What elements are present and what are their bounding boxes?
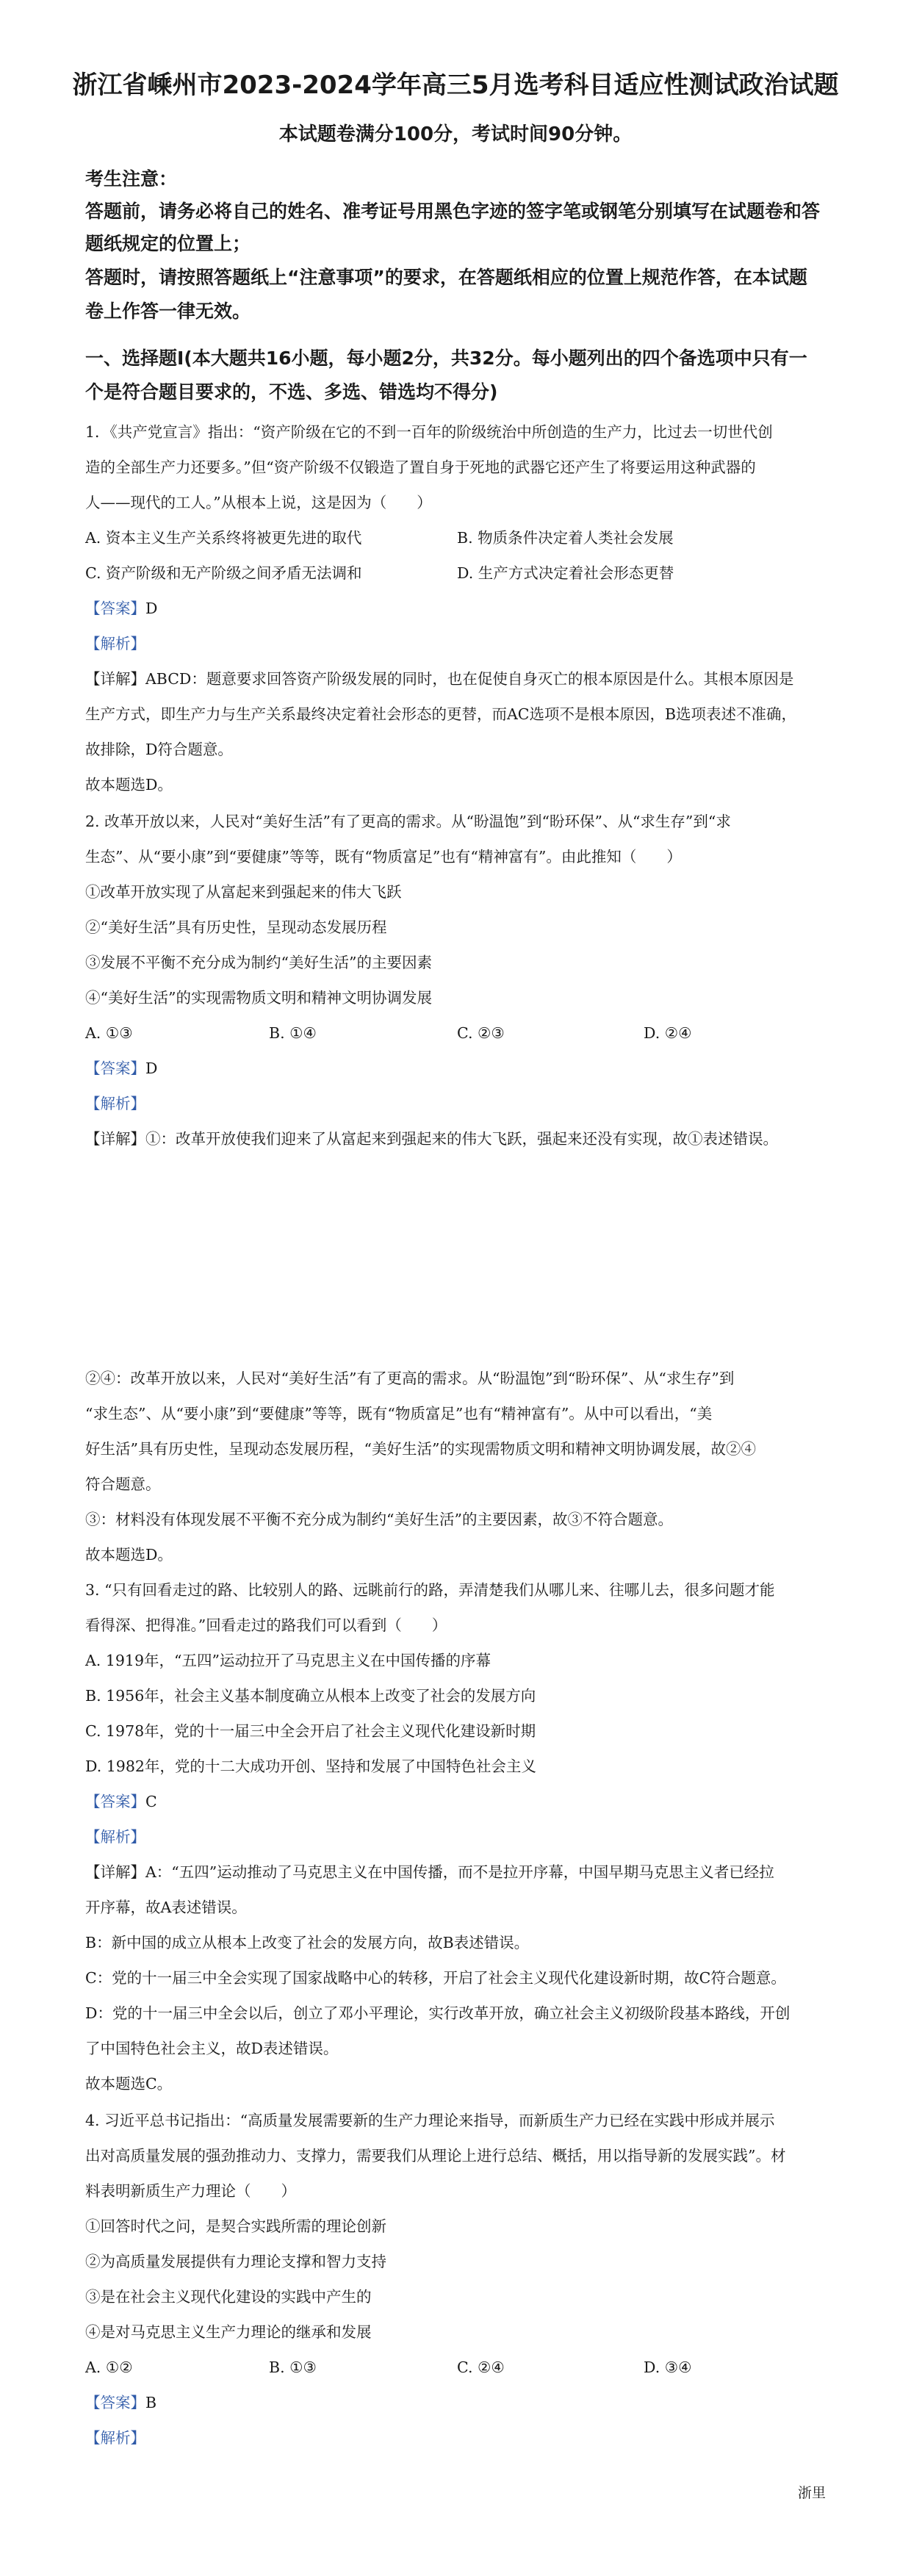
q1-conclusion: 故本题选D。 [85, 776, 173, 794]
notice-line: 卷上作答一律无效。 [85, 301, 251, 322]
q2-item: ②“美好生活”具有历史性，呈现动态发展历程 [85, 918, 387, 936]
q1-stem: 1．《共产党宣言》指出：“资产阶级在它的不到一百年的阶级统治中所创造的生产力，比过去一切世代创 [85, 423, 773, 441]
q4-item: ②为高质量发展提供有力理论支撑和智力支持 [85, 2253, 386, 2270]
answer-tag: 【答案】 [85, 1793, 145, 1810]
q2-item: ④“美好生活”的实现需物质文明和精神文明协调发展 [85, 989, 432, 1007]
notice-line: 答题前，请务必将自己的姓名、准考证号用黑色字迹的签字笔或钢笔分别填写在试题卷和答 [85, 201, 821, 222]
q4-analysis-tag: 【解析】 [85, 2429, 145, 2447]
q2-detail: “求生态”、从“要小康”到“要健康”等等，既有“物质富足”也有“精神富有”。从中可以看出，“美 [85, 1405, 713, 1422]
q3-detail: B：新中国的成立从根本上改变了社会的发展方向，故B表述错误。 [85, 1934, 530, 1951]
q2-stem: 2. 改革开放以来，人民对“美好生活”有了更高的需求。从“盼温饱”到“盼环保”、从“求生存”到“求 [85, 813, 731, 830]
q2-option-b: B. ①④ [269, 1024, 317, 1042]
section-heading: 一、选择题Ⅰ(本大题共16小题，每小题2分，共32分。每小题列出的四个备选项中只有一 [85, 348, 807, 369]
q2-analysis-tag: 【解析】 [85, 1095, 145, 1112]
q2-detail: ③：材料没有体现发展不平衡不充分成为制约“美好生活”的主要因素，故③不符合题意。 [85, 1511, 673, 1528]
q2-detail: ②④：改革开放以来，人民对“美好生活”有了更高的需求。从“盼温饱”到“盼环保”、从“求生存”到 [85, 1370, 735, 1387]
q2-item: ③发展不平衡不充分成为制约“美好生活”的主要因素 [85, 954, 432, 971]
q4-option-c: C. ②④ [457, 2359, 505, 2376]
q1-option-d: D. 生产方式决定着社会形态更替 [457, 564, 674, 582]
q2-detail: 好生活”具有历史性，呈现动态发展历程，“美好生活”的实现需物质文明和精神文明协调发展，故②④ [85, 1440, 756, 1458]
q2-item: ①改革开放实现了从富起来到强起来的伟大飞跃 [85, 883, 402, 901]
q2-conclusion: 故本题选D。 [85, 1546, 173, 1564]
q2-detail: 符合题意。 [85, 1475, 161, 1493]
q3-option-b: B. 1956年，社会主义基本制度确立从根本上改变了社会的发展方向 [85, 1687, 536, 1705]
q2-option-a: A. ①③ [85, 1024, 133, 1042]
notice-heading: 考生注意： [85, 168, 178, 190]
q1-stem: 人——现代的工人。”从根本上说，这是因为（ ） [85, 494, 432, 511]
q2-stem: 生态”、从“要小康”到“要健康”等等，既有“物质富足”也有“精神富有”。由此推知（ ） [85, 848, 682, 866]
q4-stem: 4. 习近平总书记指出：“高质量发展需要新的生产力理论来指导，而新质生产力已经在实践中形成并展示 [85, 2112, 775, 2129]
q2-answer-line [85, 1058, 157, 1079]
notice-line: 题纸规定的位置上； [85, 233, 251, 254]
document-subtitle: 本试题卷满分100分，考试时间90分钟。 [278, 123, 633, 145]
q1-stem: 造的全部生产力还要多。”但“资产阶级不仅锻造了置自身于死地的武器它还产生了将要运用这种武器的 [85, 458, 756, 476]
q4-option-d: D. ③④ [644, 2359, 692, 2376]
q3-detail: C：党的十一届三中全会实现了国家战略中心的转移，开启了社会主义现代化建设新时期，故C符合题意。 [85, 1969, 786, 1987]
q1-analysis-tag: 【解析】 [85, 635, 145, 652]
page-footer: 浙里 [797, 2485, 826, 2501]
q3-option-a: A. 1919年，“五四”运动拉开了马克思主义在中国传播的序幕 [85, 1652, 491, 1669]
q1-option-b: B. 物质条件决定着人类社会发展 [457, 529, 674, 547]
answer-tag: 【答案】 [85, 1059, 145, 1077]
q3-detail: D：党的十一届三中全会以后，创立了邓小平理论，实行改革开放，确立社会主义初级阶段基本路线，开创 [85, 2004, 791, 2022]
q3-option-d: D. 1982年，党的十二大成功开创、坚持和发展了中国特色社会主义 [85, 1757, 536, 1775]
q2-detail: 【详解】①：改革开放使我们迎来了从富起来到强起来的伟大飞跃，强起来还没有实现，故①表述错误。 [85, 1130, 778, 1148]
q4-item: ④是对马克思主义生产力理论的继承和发展 [85, 2323, 372, 2341]
q4-option-b: B. ①③ [269, 2359, 317, 2376]
q3-option-c: C. 1978年，党的十一届三中全会开启了社会主义现代化建设新时期 [85, 1722, 536, 1740]
q2-option-d: D. ②④ [644, 1024, 692, 1042]
q4-answer: B [145, 2394, 157, 2411]
notice-line: 答题时，请按照答题纸上“注意事项”的要求，在答题纸相应的位置上规范作答，在本试题 [85, 267, 807, 288]
q4-stem: 出对高质量发展的强劲推动力、支撑力，需要我们从理论上进行总结、概括，用以指导新的发展实践”。材 [85, 2147, 786, 2165]
q1-detail: 生产方式，即生产力与生产关系最终决定着社会形态的更替，而AC选项不是根本原因，B选项表述不准确， [85, 705, 797, 723]
q1-answer-line [85, 598, 157, 619]
q3-conclusion: 故本题选C。 [85, 2075, 173, 2093]
q3-detail: 了中国特色社会主义，故D表述错误。 [85, 2040, 339, 2057]
q3-answer-line [85, 1791, 157, 1812]
q4-item: ③是在社会主义现代化建设的实践中产生的 [85, 2288, 372, 2306]
q3-answer: C [145, 1793, 157, 1810]
answer-tag: 【答案】 [85, 2394, 145, 2411]
section-heading: 个是符合题目要求的，不选、多选、错选均不得分) [85, 381, 498, 403]
q1-answer: D [145, 600, 158, 617]
q4-answer-line [85, 2392, 156, 2413]
q4-option-a: A. ①② [85, 2359, 133, 2376]
q3-detail: 开序幕，故A表述错误。 [85, 1899, 247, 1916]
answer-tag: 【答案】 [85, 600, 145, 617]
q2-option-c: C. ②③ [457, 1024, 505, 1042]
q1-option-a: A. 资本主义生产关系终将被更先进的取代 [85, 529, 362, 547]
q3-detail: 【详解】A：“五四”运动推动了马克思主义在中国传播，而不是拉开序幕，中国早期马克思主义者已经拉 [85, 1863, 774, 1881]
q1-detail: 【详解】ABCD：题意要求回答资产阶级发展的同时，也在促使自身灭亡的根本原因是什么。其根本原因是 [85, 670, 794, 688]
q1-option-c: C. 资产阶级和无产阶级之间矛盾无法调和 [85, 564, 362, 582]
q3-analysis-tag: 【解析】 [85, 1828, 145, 1846]
document-title: 浙江省嵊州市2023-2024学年高三5月选考科目适应性测试政治试题 [72, 71, 839, 100]
q3-stem: 看得深、把得准。”回看走过的路我们可以看到（ ） [85, 1616, 447, 1634]
q2-answer: D [145, 1059, 158, 1077]
q1-detail: 故排除，D符合题意。 [85, 741, 233, 758]
q4-item: ①回答时代之问，是契合实践所需的理论创新 [85, 2217, 386, 2235]
q3-stem: 3. “只有回看走过的路、比较别人的路、远眺前行的路，弄清楚我们从哪儿来、往哪儿去，很多问题才能 [85, 1581, 775, 1599]
q4-stem: 料表明新质生产力理论（ ） [85, 2182, 296, 2200]
